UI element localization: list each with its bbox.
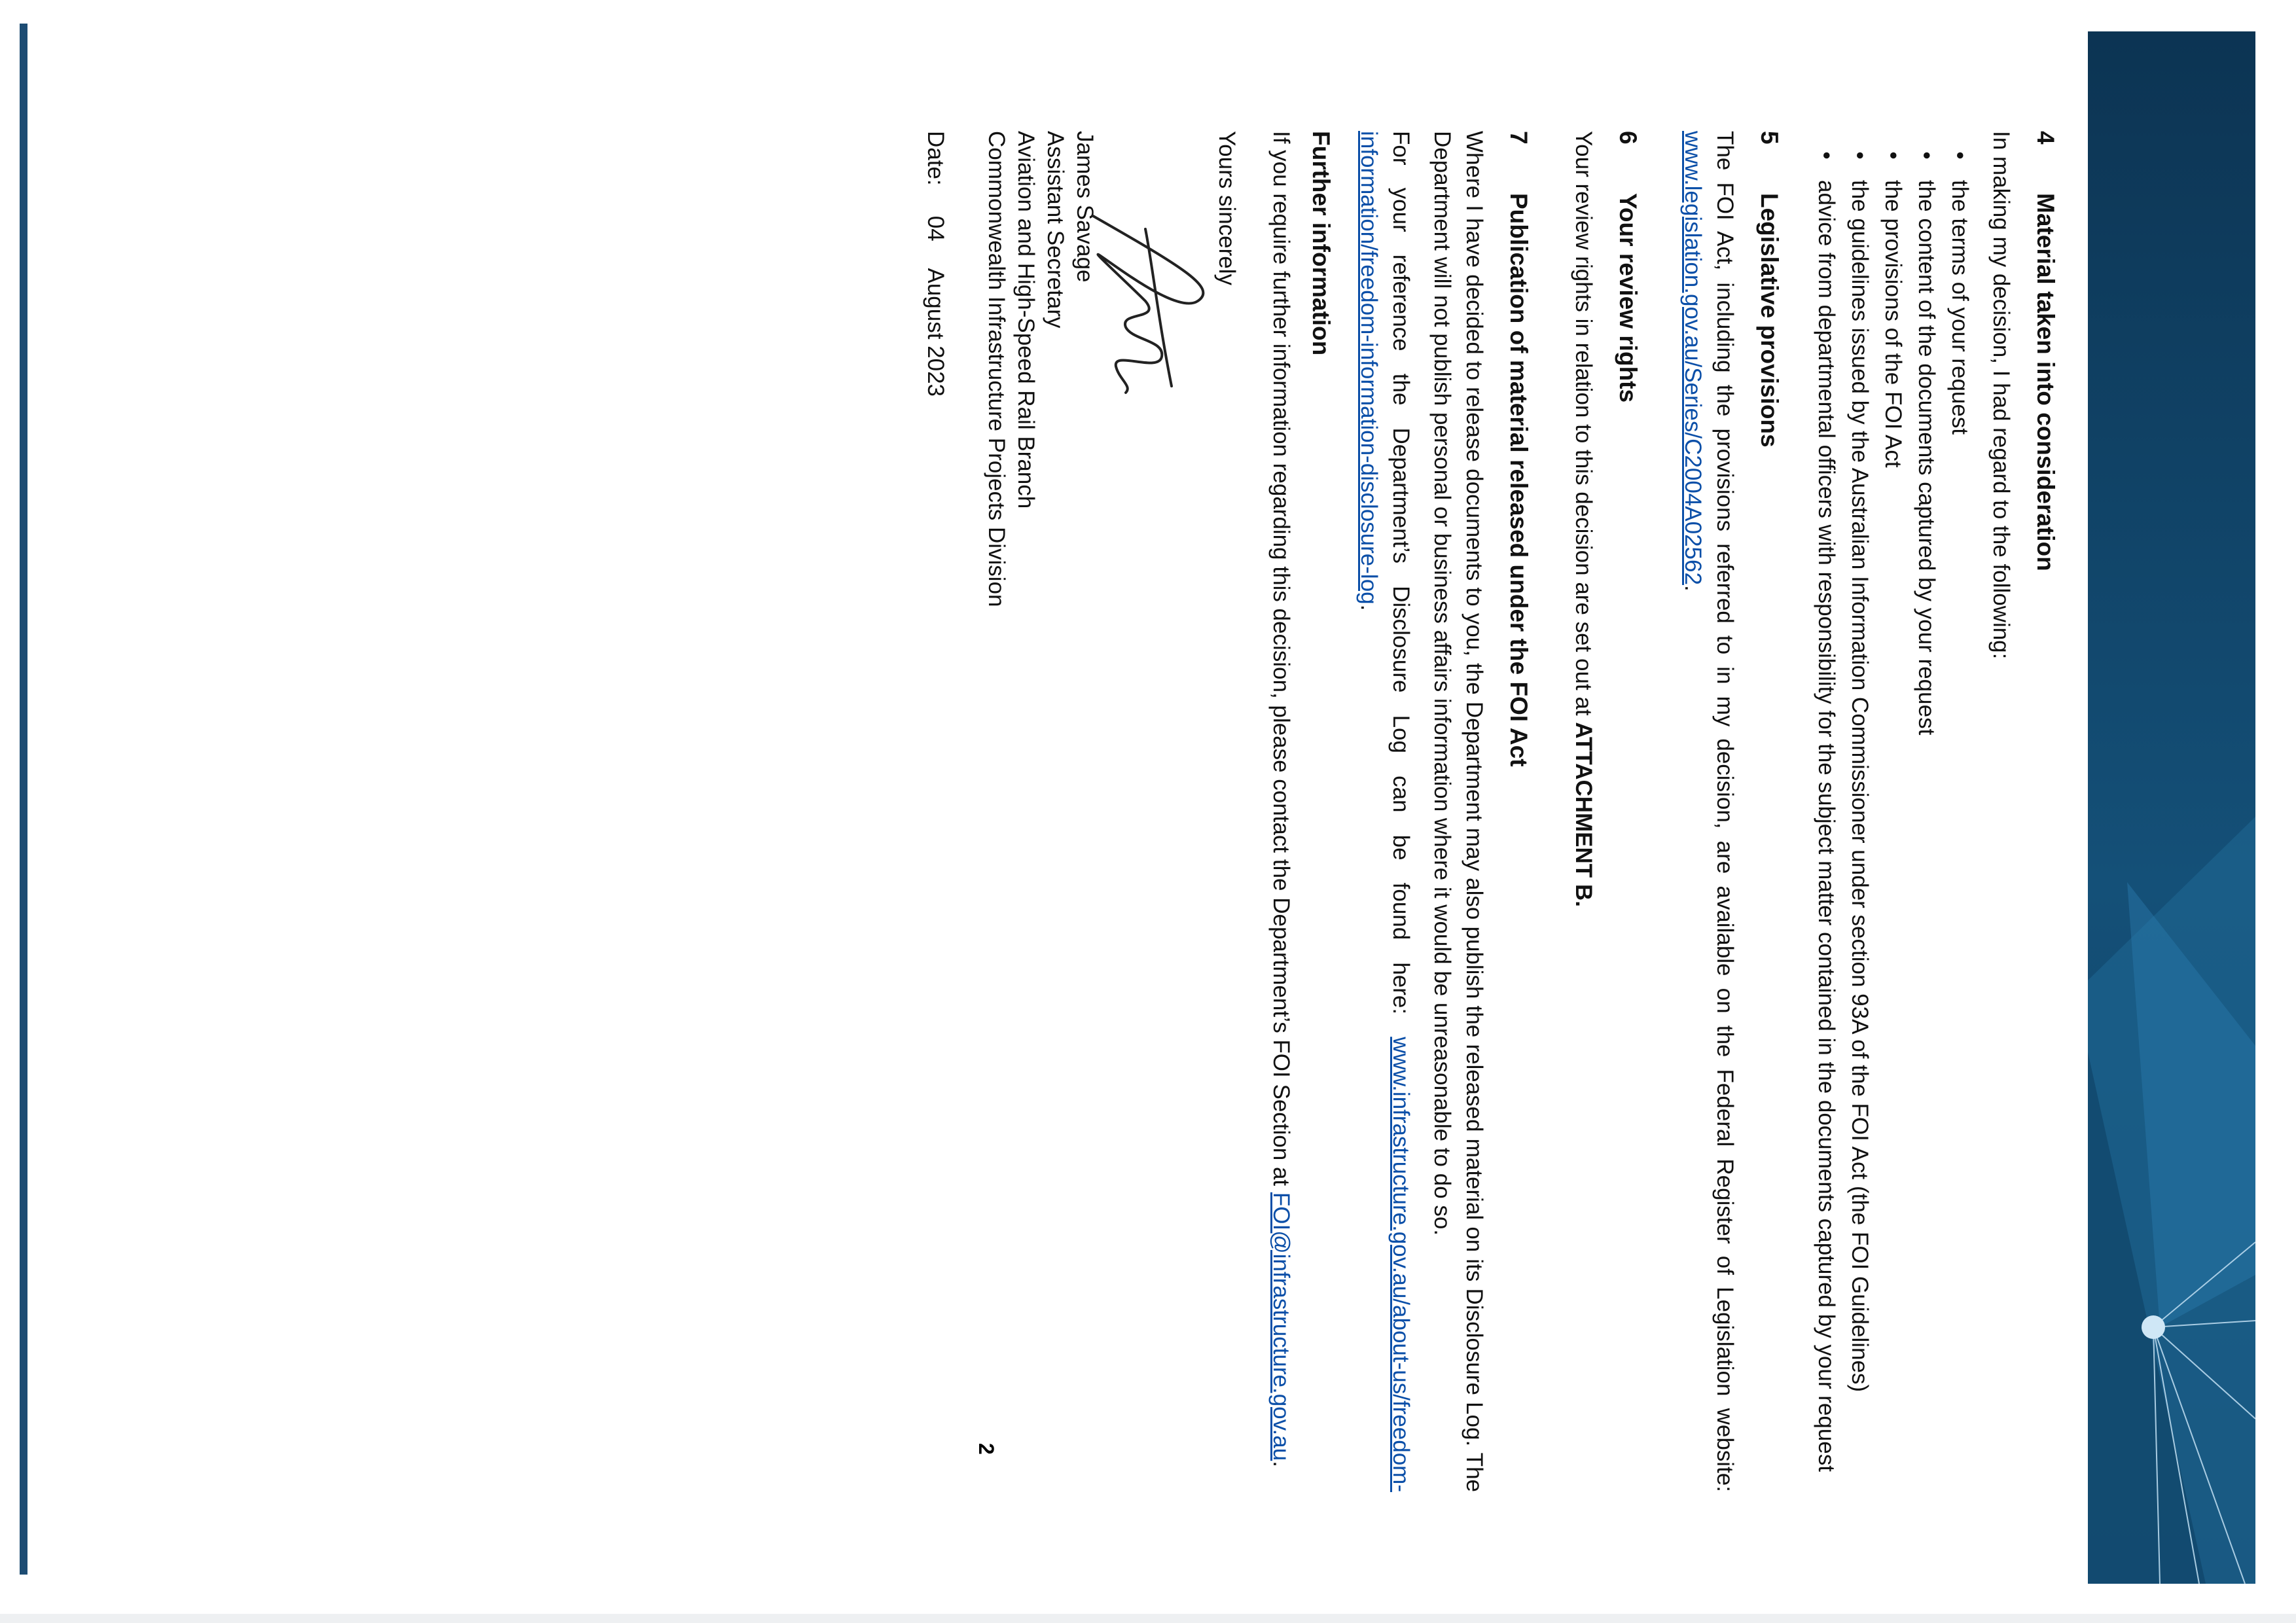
disclosure-log-link[interactable]: www.infrastructure.gov.au/about-us/freedom-information/freedom-information-disclosure-log [1356, 131, 1414, 1492]
section-5-text: The FOI Act, including the provisions referred to in my decision, are available on the Federal Register of Legislation website: www.legislation.gov.au/Series/C2004A02562. [1680, 131, 1738, 1492]
signatory-division: Commonwealth Infrastructure Projects Division [984, 131, 1009, 607]
further-information-text: If you require further information regarding this decision, please contact the Department’s FOI Section at FOI@infrastructure.gov.au. [1268, 131, 1294, 1467]
section-5-heading [1753, 131, 1785, 1492]
signatory-name: James Savage [1072, 131, 1098, 283]
section-7-heading [1502, 131, 1535, 1492]
attachment-reference: ATTACHMENT B [1571, 722, 1596, 901]
closing: Yours sincerely [1214, 131, 1240, 286]
section-number: 7 [1505, 131, 1532, 145]
section-title: Legislative provisions [1756, 193, 1783, 448]
section-number: 4 [2032, 131, 2059, 145]
date-day: 04 [923, 215, 948, 241]
bullet-icon: • [1914, 151, 1939, 160]
section-4-intro: In making my decision, I had regard to the following: [1988, 131, 2014, 660]
letter-body [295, 131, 2062, 1492]
section-4-heading [2029, 131, 2062, 1492]
list-item: • the provisions of the FOI Act [1877, 131, 1909, 1492]
bullet-icon: • [1880, 151, 1906, 160]
list-item: • the guidelines issued by the Australian Information Commissioner under section 93A of the FOI Act (the FOI Guidelines) [1844, 131, 1876, 1492]
signature-block [920, 131, 1100, 1492]
section-number: 5 [1756, 131, 1783, 145]
bullet-icon: • [1947, 151, 1973, 160]
list-item: • advice from departmental officers with responsibility for the subject matter contained in the documents captured by your request [1810, 131, 1842, 1492]
signatory-branch: Aviation and High-Speed Rail Branch [1013, 131, 1039, 509]
page-number: 2 [975, 1443, 998, 1455]
legislation-link[interactable]: www.legislation.gov.au/Series/C2004A02562 [1680, 131, 1706, 585]
scan-edge-left [20, 24, 27, 1575]
section-title: Material taken into consideration [2032, 193, 2059, 571]
scan-edge-bottom [0, 1614, 2296, 1623]
date-label: Date: [923, 131, 948, 186]
date-month-year: August 2023 [923, 268, 948, 397]
consideration-list [1810, 131, 1976, 1492]
signatory-position: Assistant Secretary [1043, 131, 1068, 329]
bullet-icon: • [1814, 151, 1839, 160]
section-title: Publication of material released under the FOI Act [1505, 193, 1532, 767]
bullet-icon: • [1847, 151, 1873, 160]
section-number: 6 [1615, 131, 1641, 145]
section-7-para-1: Where I have decided to release documents to you, the Department may also publish the released material on its Disclosure Log. The Department will not publish personal or business affairs information where it would be unreasonable to do so. [1429, 131, 1487, 1492]
list-item: • the content of the documents captured by your request [1910, 131, 1943, 1492]
signature-icon [1073, 190, 1224, 399]
list-item: • the terms of your request [1944, 131, 1976, 1492]
section-6-text: Your review rights in relation to this decision are set out at ATTACHMENT B. [1571, 131, 1596, 907]
further-information-heading: Further information [1308, 131, 1335, 356]
section-6-heading [1611, 131, 1644, 1492]
header-banner [2088, 31, 2255, 1584]
foi-email-link[interactable]: FOI@infrastructure.gov.au [1268, 1192, 1294, 1461]
section-7-para-2: For your reference the Department’s Disclosure Log can be found here: www.infrastructure.gov.au/about-us/freedom-information/freedom-information-disclosure-log. [1356, 131, 1414, 1492]
date-line [920, 131, 952, 1492]
section-title: Your review rights [1615, 193, 1641, 403]
